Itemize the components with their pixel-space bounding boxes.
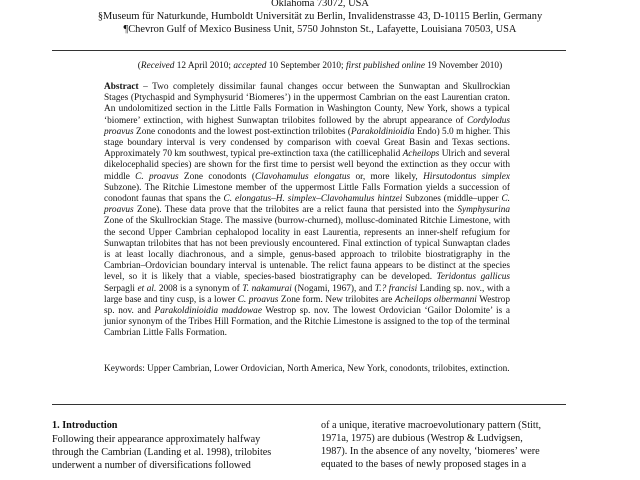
taxon-name: Hirsutodontus simplex [423, 171, 510, 182]
abstract-rule [52, 404, 566, 405]
abstract-text: Zone). These data prove that the trilobites are a relict fauna that persisted into the [133, 205, 458, 216]
abstract-text: Westrop sp. nov. and [104, 294, 510, 317]
abstract-label: Abstract [104, 82, 139, 92]
abstract-text: Landing sp. nov., with a large base and tiny cusp, is a lower [104, 283, 511, 305]
affiliation-line-3: ¶Chevron Gulf of Mexico Business Unit, 5750 Johnston St., Lafayette, Louisiana 70503, USA [123, 24, 517, 35]
accepted-label: accepted [233, 61, 267, 71]
taxon-name: C. elongatus–H. simplex–Clavohamulus hintzei [223, 194, 403, 205]
abstract-text: Zone form. New trilobites are [278, 294, 395, 305]
keywords-label: Keywords: [104, 364, 145, 374]
published-date: 19 November 2010 [427, 61, 500, 71]
taxon-name: Symphysurina [457, 205, 510, 216]
article-dates: (Received 12 April 2010; accepted 10 September 2010; first published online 19 November 2010) [137, 61, 503, 71]
body-line: 1971a, 1975) are dubious (Westrop & Ludvigsen, [321, 433, 523, 444]
taxon-name: Cordylodus proavus [104, 115, 510, 137]
header-rule [52, 50, 566, 51]
abstract-text: (Nogami, 1967), and [291, 283, 375, 294]
body-line: equated to the bases of newly proposed stages in a [321, 459, 527, 470]
abstract-text: Zone conodonts ( [178, 171, 255, 182]
taxon-name: C. proavus [104, 194, 511, 216]
taxon-name: Teridontus gallicus [436, 272, 511, 283]
accepted-date: 10 September 2010; [268, 61, 344, 71]
abstract-text: Zone of the Skullrockian Stage. The massive (burrow-churned), mollusc-dominated Ritchie Limestone, with the second Upper Cambrian cephalopod locality in east Laurentia, represents an inner-shelf refugium for Sunwaptan trilobites that has not been previously encountered. Final extinction of typical Sunwaptan clades is at least locally diachronous, and a simple, genus-based approach to trilobite biostratigraphy in the Cambrian–Ordovician boundary interval is untenable. The relict fauna appears to be distinct at the species level, so it is likely that a viable, species-based biostratigraphy can be developed. [104, 216, 510, 283]
abstract-text: Serpagli [104, 283, 138, 294]
taxon-name: Parakoldinioidia maddowae [154, 306, 262, 317]
published-label: first published online [345, 61, 425, 71]
taxon-name: T.? francisi [374, 283, 418, 294]
taxon-name: Acheilops olbermanni [394, 294, 477, 305]
abstract-text: Subzones (middle–upper [402, 194, 502, 205]
right-column [321, 419, 566, 471]
taxon-name: T. nakamurai [242, 283, 292, 294]
body-line: Following their appearance approximately halfway [52, 434, 261, 445]
body-line: 1987). In the absence of any novelty, ‘biomeres’ were [321, 446, 540, 457]
abstract-text: or, more likely, [350, 171, 424, 182]
body-line: of a unique, iterative macroevolutionary pattern (Stitt, [321, 420, 542, 431]
abstract-text: – Two completely dissimilar faunal changes occur between the Sunwaptan and Skullrockian Stages (Ptychaspid and Symphysurid ‘Biomeres’) in the uppermost Cambrian on the east Laurentian craton. An undolomitized section in the Little Falls Formation in Washington County, New York, shows a typical ‘biomere’ extinction, with highest Sunwaptan trilobites followed by the abrupt appearance of [104, 82, 510, 126]
abstract-text: Zone conodonts and the lowest post-extinction trilobites ( [133, 126, 352, 137]
taxon-name: Acheilops [402, 149, 440, 160]
body-line: underwent a number of diversifications followed [52, 460, 251, 471]
abstract-text: Westrop sp. nov. The lowest Ordovician ‘Gailor Dolomite’ is a junior synonym of the Tribes Hill Formation, and the Ritchie Limestone is assigned to the top of the terminal Cambrian Little Falls Formation. [104, 306, 510, 339]
taxon-name: Clavohamulus elongatus [254, 171, 351, 182]
affiliation-line-2: §Museum für Naturkunde, Humboldt Universität zu Berlin, Invalidenstrasse 43, D-10115 Berlin, Germany [97, 11, 543, 22]
received-label: Received [140, 61, 175, 71]
section-heading-introduction: 1. Introduction [52, 420, 118, 431]
body-line: through the Cambrian (Landing et al. 1998), trilobites [52, 447, 272, 458]
introduction-column [52, 419, 297, 472]
abstract [104, 82, 510, 340]
taxon-name: C. proavus [237, 294, 279, 305]
abstract-text: 2008 is a synonym of [156, 283, 243, 294]
taxon-name: C. proavus [135, 171, 179, 182]
affiliation-line-1: Oklahoma 73072, USA [271, 0, 369, 9]
keywords [104, 364, 510, 375]
citation-et-al: et al. [137, 283, 157, 294]
abstract-text: Endo) 5.0 m higher. This stage boundary interval is very condensed by comparison with coeval Great Basin and Texas sections. Approximately 70 km southwest, typical pre-extinction taxa (the catillicephalid [104, 126, 510, 160]
received-date: 12 April 2010; [176, 61, 232, 71]
abstract-text: Subzone). The Ritchie Limestone member of the uppermost Little Falls Formation yields a succession of conodont faunas that spans the [104, 182, 510, 205]
abstract-text: Ulrich and several dikelocephalid species) are shown for the first time to persist well beyond the extinction as they occur with middle [104, 149, 510, 182]
keywords-text: Upper Cambrian, Lower Ordovician, North America, New York, conodonts, trilobites, extinction. [144, 364, 510, 374]
taxon-name: Parakoldinioidia [351, 126, 415, 137]
